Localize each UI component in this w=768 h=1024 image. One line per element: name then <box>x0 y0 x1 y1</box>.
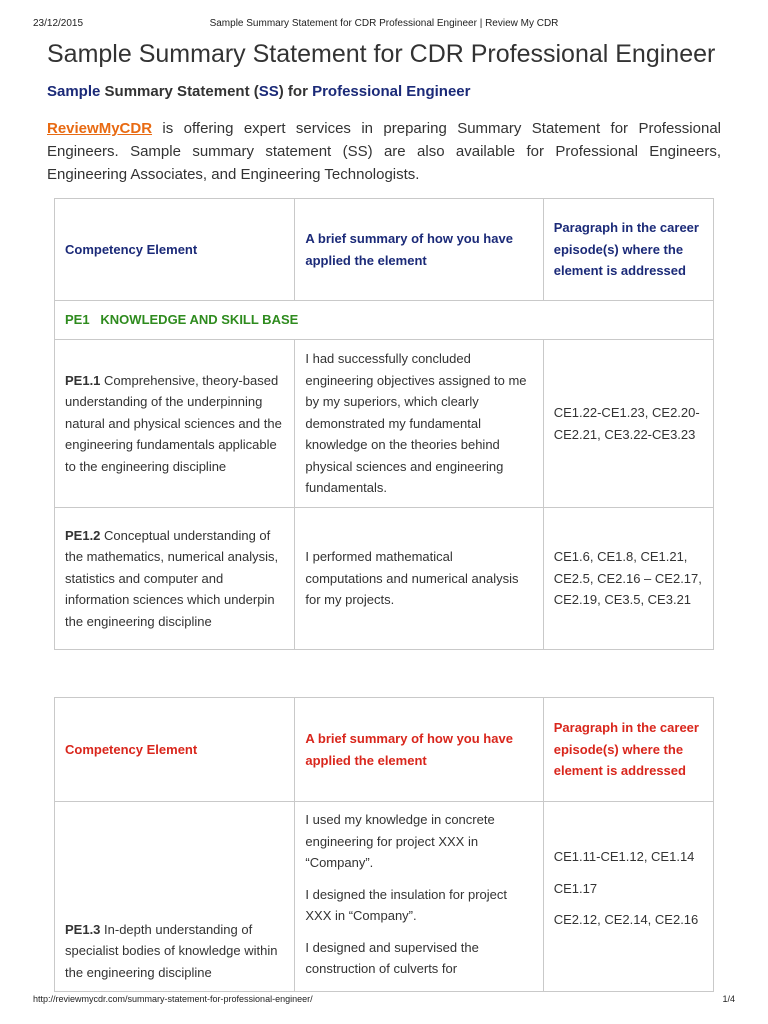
summary-paragraph: I designed and supervised the construction of culverts for <box>305 939 479 976</box>
ref-paragraph: CE1.17 <box>553 880 598 896</box>
print-header <box>0 18 768 32</box>
table-row <box>55 508 714 650</box>
print-page-title: Sample Summary Statement for CDR Professional Engineer | Review My CDR <box>209 18 559 29</box>
subtitle-part2: Summary Statement ( <box>100 83 259 100</box>
table-row <box>55 802 714 992</box>
print-date: 23/12/2015 <box>33 18 84 29</box>
table-header-row <box>55 698 714 802</box>
competency-element-cell <box>55 802 295 992</box>
intro-paragraph <box>47 117 721 186</box>
page-number: 1/4 <box>722 994 735 1004</box>
subtitle <box>47 83 470 100</box>
element-code: PE1.2 <box>65 527 101 543</box>
subtitle-part5: Professional Engineer <box>312 83 471 100</box>
refs-cell: CE1.22-CE1.23, CE2.20-CE2.21, CE3.22-CE3.23 <box>543 340 713 508</box>
summary-cell: I performed mathematical computations and numerical analysis for my projects. <box>295 508 543 650</box>
subtitle-part1: Sample <box>47 83 101 100</box>
reviewmycdr-link[interactable]: ReviewMyCDR <box>47 120 153 137</box>
section-row <box>55 301 714 340</box>
print-footer <box>0 994 768 1008</box>
header-paragraph-ref: Paragraph in the career episode(s) where the element is addressed <box>543 698 713 802</box>
refs-cell: CE1.6, CE1.8, CE1.21, CE2.5, CE2.16 – CE2.17, CE2.19, CE3.5, CE3.21 <box>543 508 713 650</box>
competency-element-cell <box>55 340 295 508</box>
competency-table-2 <box>54 697 714 992</box>
summary-paragraph: I designed the insulation for project XXX in “Company”. <box>305 886 507 923</box>
summary-cell <box>295 802 543 992</box>
subtitle-part4: ) for <box>278 83 313 100</box>
element-text: Comprehensive, theory-based understanding of the underpinning natural and physical sciences and the engineering fundamentals applicable to the engineering discipline <box>65 372 282 474</box>
table-row <box>55 340 714 508</box>
summary-paragraph: I used my knowledge in concrete engineering for project XXX in “Company”. <box>305 812 495 870</box>
page-title: Sample Summary Statement for CDR Professional Engineer <box>47 40 716 68</box>
competency-table-1 <box>54 198 714 650</box>
footer-url: http://reviewmycdr.com/summary-statement-for-professional-engineer/ <box>33 994 313 1004</box>
header-competency-element: Competency Element <box>55 698 295 802</box>
section-title: PE1 KNOWLEDGE AND SKILL BASE <box>55 301 714 340</box>
summary-cell: I had successfully concluded engineering objectives assigned to me by my superiors, which clearly demonstrated my fundamental knowledge on the theories behind physical sciences and engineering fundamentals. <box>295 340 543 508</box>
competency-element-cell <box>55 508 295 650</box>
subtitle-part3: SS <box>258 83 279 100</box>
element-code: PE1.3 <box>65 921 101 937</box>
ref-paragraph: CE2.12, CE2.14, CE2.16 <box>553 912 699 927</box>
header-brief-summary: A brief summary of how you have applied the element <box>295 199 543 301</box>
element-text: Conceptual understanding of the mathematics, numerical analysis, statistics and computer and information sciences which underpin the engineering discipline <box>65 527 279 629</box>
header-brief-summary: A brief summary of how you have applied the element <box>295 698 543 802</box>
ref-paragraph: CE1.11-CE1.12, CE1.14 <box>553 849 695 864</box>
header-paragraph-ref: Paragraph in the career episode(s) where the element is addressed <box>543 199 713 301</box>
element-code: PE1.1 <box>65 372 101 388</box>
header-competency-element: Competency Element <box>55 199 295 301</box>
intro-text: is offering expert services in preparing Summary Statement for Professional Engineers. Sample summary statement (SS) are also available for Professional Engineers, Engineering Associates, and Engineering Technologists. <box>47 120 721 183</box>
element-text: In-depth understanding of specialist bodies of knowledge within the engineering discipline <box>65 921 278 980</box>
refs-cell <box>543 802 713 992</box>
table-header-row <box>55 199 714 301</box>
